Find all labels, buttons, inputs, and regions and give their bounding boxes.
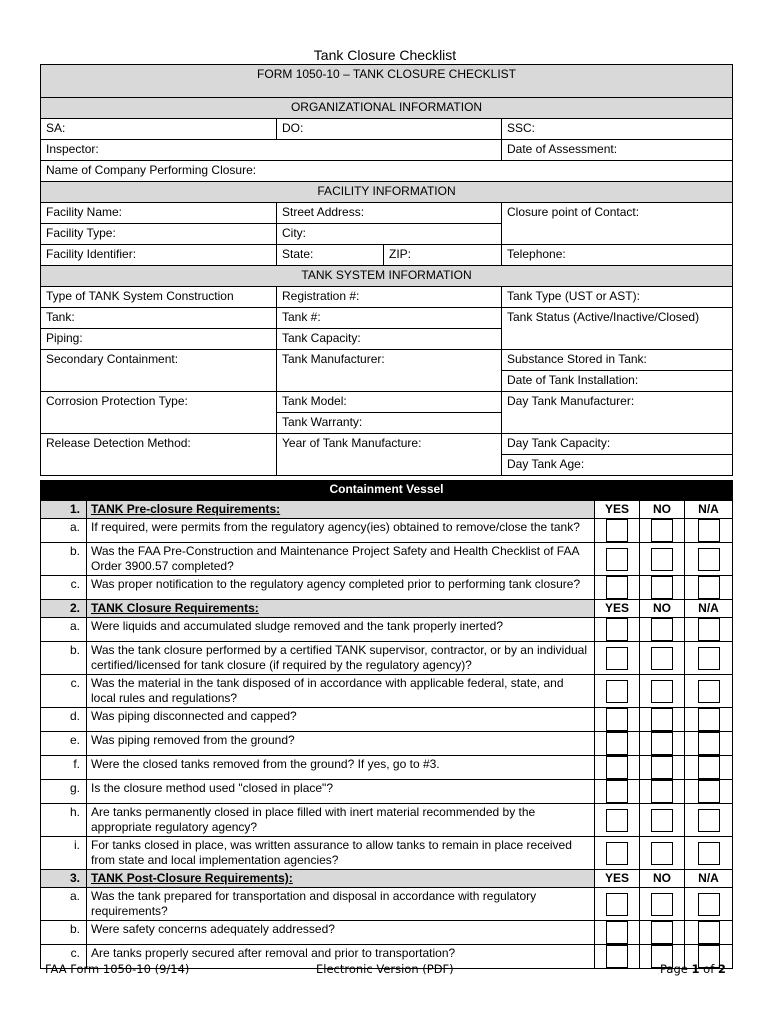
yes-cell — [595, 708, 640, 732]
section-title — [87, 600, 595, 618]
item-question: Is the closure method used "closed in place"? — [87, 780, 595, 804]
item-question: Was the material in the tank disposed of in accordance with applicable federal, state, and local rules and regulations? — [87, 675, 595, 708]
yes-cell — [595, 618, 640, 642]
checklist-item — [41, 576, 733, 600]
day-tank-age-field[interactable]: Day Tank Age: — [502, 455, 733, 476]
na-checkbox[interactable] — [698, 680, 720, 703]
na-cell — [685, 837, 733, 870]
section-title-text: TANK Post-Closure Requirements): — [91, 871, 293, 885]
checklist-item — [41, 756, 733, 780]
checklist-item — [41, 519, 733, 543]
yes-cell — [595, 921, 640, 945]
no-checkbox[interactable] — [651, 732, 673, 755]
na-cell — [685, 675, 733, 708]
total-pages: 2 — [717, 962, 726, 976]
yes-cell — [595, 756, 640, 780]
section-title-text: TANK Pre-closure Requirements: — [91, 502, 281, 516]
item-letter: i. — [41, 837, 87, 870]
checklist-item — [41, 708, 733, 732]
information-table — [40, 64, 733, 476]
item-question: Was the FAA Pre-Construction and Maintenance Project Safety and Health Checklist of FAA Order 3900.57 completed? — [87, 543, 595, 576]
org-info-header: ORGANIZATIONAL INFORMATION — [41, 98, 733, 119]
section-title — [87, 501, 595, 519]
no-cell — [640, 675, 685, 708]
item-letter: b. — [41, 543, 87, 576]
construction-type-field[interactable]: Type of TANK System Construction — [41, 287, 277, 308]
item-question: Was proper notification to the regulatory agency completed prior to performing tank closure? — [87, 576, 595, 600]
page-of-label: of — [699, 962, 718, 976]
manufacture-year-field[interactable]: Year of Tank Manufacture: — [277, 434, 502, 476]
current-page: 1 — [691, 962, 700, 976]
checklist-item — [41, 675, 733, 708]
yes-cell — [595, 576, 640, 600]
yes-cell — [595, 642, 640, 675]
yes-checkbox[interactable] — [606, 921, 628, 944]
yes-cell — [595, 945, 640, 969]
no-cell — [640, 708, 685, 732]
checklist-item — [41, 837, 733, 870]
no-checkbox[interactable] — [651, 576, 673, 599]
na-checkbox[interactable] — [698, 576, 720, 599]
item-letter: g. — [41, 780, 87, 804]
yes-cell — [595, 675, 640, 708]
section-number: 1. — [41, 501, 87, 519]
no-checkbox[interactable] — [651, 647, 673, 670]
yes-column-header: YES — [595, 600, 640, 618]
item-question: Was the tank closure performed by a certified TANK supervisor, contractor, or by an individual certified/licensed for tank closure (if required by the regulatory agency)? — [87, 642, 595, 675]
item-question: Was the tank prepared for transportation and disposal in accordance with regulatory requirements? — [87, 888, 595, 921]
item-letter: a. — [41, 618, 87, 642]
yes-column-header: YES — [595, 501, 640, 519]
ssc-field[interactable]: SSC: — [502, 119, 733, 140]
item-letter: c. — [41, 576, 87, 600]
no-checkbox[interactable] — [651, 519, 673, 542]
tank-manufacturer-field[interactable]: Tank Manufacturer: — [277, 350, 502, 392]
closure-contact-field[interactable]: Closure point of Contact: — [502, 203, 733, 245]
do-field[interactable]: DO: — [277, 119, 502, 140]
document-title: Tank Closure Checklist — [313, 47, 457, 63]
release-detection-field[interactable]: Release Detection Method: — [41, 434, 277, 476]
item-letter: c. — [41, 675, 87, 708]
page-label: Page — [660, 962, 692, 976]
containment-vessel-header: Containment Vessel — [41, 481, 733, 501]
checklist-item — [41, 921, 733, 945]
no-cell — [640, 756, 685, 780]
inspector-field[interactable]: Inspector: — [41, 140, 502, 161]
na-cell — [685, 804, 733, 837]
na-checkbox[interactable] — [698, 893, 720, 916]
no-checkbox[interactable] — [651, 780, 673, 803]
street-address-field[interactable]: Street Address: — [277, 203, 502, 224]
section-title — [87, 870, 595, 888]
yes-checkbox[interactable] — [606, 842, 628, 865]
item-letter: c. — [41, 945, 87, 969]
na-checkbox[interactable] — [698, 842, 720, 865]
yes-checkbox[interactable] — [606, 780, 628, 803]
no-cell — [640, 804, 685, 837]
na-column-header: N/A — [685, 501, 733, 519]
item-question: Are tanks permanently closed in place filled with inert material recommended by the appropriate regulatory agency? — [87, 804, 595, 837]
section-number: 3. — [41, 870, 87, 888]
no-column-header: NO — [640, 870, 685, 888]
date-of-assessment-field[interactable]: Date of Assessment: — [502, 140, 733, 161]
na-cell — [685, 732, 733, 756]
no-cell — [640, 618, 685, 642]
item-question: Were liquids and accumulated sludge removed and the tank properly inerted? — [87, 618, 595, 642]
no-cell — [640, 888, 685, 921]
item-letter: e. — [41, 732, 87, 756]
tank-model-field[interactable]: Tank Model: — [277, 392, 502, 413]
facility-name-field[interactable]: Facility Name: — [41, 203, 277, 224]
item-letter: d. — [41, 708, 87, 732]
no-checkbox[interactable] — [651, 893, 673, 916]
na-cell — [685, 756, 733, 780]
yes-checkbox[interactable] — [606, 576, 628, 599]
yes-cell — [595, 543, 640, 576]
na-cell — [685, 576, 733, 600]
no-cell — [640, 543, 685, 576]
tank-capacity-field[interactable]: Tank Capacity: — [277, 329, 502, 350]
yes-checkbox[interactable] — [606, 519, 628, 542]
na-checkbox[interactable] — [698, 780, 720, 803]
yes-checkbox[interactable] — [606, 945, 628, 968]
na-column-header: N/A — [685, 600, 733, 618]
facility-identifier-field[interactable]: Facility Identifier: — [41, 245, 277, 266]
section-title-text: TANK Closure Requirements: — [91, 601, 259, 615]
piping-field[interactable]: Piping: — [41, 329, 277, 350]
yes-cell — [595, 837, 640, 870]
installation-date-field[interactable]: Date of Tank Installation: — [502, 371, 733, 392]
no-cell — [640, 642, 685, 675]
checklist-item — [41, 732, 733, 756]
company-field[interactable]: Name of Company Performing Closure: — [41, 161, 733, 182]
item-letter: f. — [41, 756, 87, 780]
na-cell — [685, 921, 733, 945]
no-cell — [640, 732, 685, 756]
yes-checkbox[interactable] — [606, 732, 628, 755]
tank-field[interactable]: Tank: — [41, 308, 277, 329]
no-column-header: NO — [640, 600, 685, 618]
yes-cell — [595, 780, 640, 804]
na-checkbox[interactable] — [698, 708, 720, 731]
no-cell — [640, 576, 685, 600]
na-column-header: N/A — [685, 870, 733, 888]
facility-info-header: FACILITY INFORMATION — [41, 182, 733, 203]
checklist-item — [41, 804, 733, 837]
item-question: Were the closed tanks removed from the ground? If yes, go to #3. — [87, 756, 595, 780]
checklist-item — [41, 642, 733, 675]
item-question: If required, were permits from the regulatory agency(ies) obtained to remove/close the tank? — [87, 519, 595, 543]
corrosion-protection-field[interactable]: Corrosion Protection Type: — [41, 392, 277, 434]
na-cell — [685, 888, 733, 921]
na-cell — [685, 708, 733, 732]
na-checkbox[interactable] — [698, 647, 720, 670]
item-letter: a. — [41, 888, 87, 921]
form-title: FORM 1050-10 – TANK CLOSURE CHECKLIST — [41, 65, 733, 98]
no-checkbox[interactable] — [651, 809, 673, 832]
footer-form-number: FAA Form 1050-10 (9/14) — [45, 962, 190, 976]
na-cell — [685, 519, 733, 543]
facility-type-field[interactable]: Facility Type: — [41, 224, 277, 245]
checklist-item — [41, 888, 733, 921]
no-checkbox[interactable] — [651, 548, 673, 571]
na-cell — [685, 543, 733, 576]
yes-cell — [595, 519, 640, 543]
substance-field[interactable]: Substance Stored in Tank: — [502, 350, 733, 371]
yes-cell — [595, 888, 640, 921]
na-checkbox[interactable] — [698, 756, 720, 779]
state-field[interactable]: State: — [277, 245, 384, 266]
no-cell — [640, 921, 685, 945]
day-tank-capacity-field[interactable]: Day Tank Capacity: — [502, 434, 733, 455]
footer-page-number — [660, 962, 726, 976]
section-number: 2. — [41, 600, 87, 618]
na-checkbox[interactable] — [698, 519, 720, 542]
item-letter: b. — [41, 921, 87, 945]
item-question: Are tanks properly secured after removal and prior to transportation? — [87, 945, 595, 969]
na-checkbox[interactable] — [698, 618, 720, 641]
item-letter: a. — [41, 519, 87, 543]
tank-status-field[interactable]: Tank Status (Active/Inactive/Closed) — [502, 308, 733, 350]
yes-checkbox[interactable] — [606, 618, 628, 641]
na-checkbox[interactable] — [698, 921, 720, 944]
na-cell — [685, 642, 733, 675]
yes-checkbox[interactable] — [606, 647, 628, 670]
yes-checkbox[interactable] — [606, 548, 628, 571]
na-checkbox[interactable] — [698, 809, 720, 832]
sa-field[interactable]: SA: — [41, 119, 277, 140]
no-checkbox[interactable] — [651, 680, 673, 703]
item-question: Were safety concerns adequately addressed? — [87, 921, 595, 945]
no-checkbox[interactable] — [651, 618, 673, 641]
telephone-field[interactable]: Telephone: — [502, 245, 733, 266]
zip-field[interactable]: ZIP: — [384, 245, 502, 266]
item-question: Was piping disconnected and capped? — [87, 708, 595, 732]
checklist-item — [41, 780, 733, 804]
na-checkbox[interactable] — [698, 548, 720, 571]
na-cell — [685, 780, 733, 804]
no-cell — [640, 837, 685, 870]
yes-checkbox[interactable] — [606, 680, 628, 703]
yes-checkbox[interactable] — [606, 809, 628, 832]
tank-warranty-field[interactable]: Tank Warranty: — [277, 413, 502, 434]
registration-field[interactable]: Registration #: — [277, 287, 502, 308]
no-checkbox[interactable] — [651, 708, 673, 731]
checklist-item — [41, 618, 733, 642]
checklist-table — [40, 480, 733, 969]
no-checkbox[interactable] — [651, 921, 673, 944]
no-column-header: NO — [640, 501, 685, 519]
na-checkbox[interactable] — [698, 732, 720, 755]
no-cell — [640, 780, 685, 804]
yes-checkbox[interactable] — [606, 756, 628, 779]
footer-version: Electronic Version (PDF) — [316, 962, 454, 976]
item-question: Was piping removed from the ground? — [87, 732, 595, 756]
yes-checkbox[interactable] — [606, 893, 628, 916]
na-cell — [685, 618, 733, 642]
no-checkbox[interactable] — [651, 842, 673, 865]
yes-cell — [595, 732, 640, 756]
checklist-item — [41, 543, 733, 576]
tank-number-field[interactable]: Tank #: — [277, 308, 502, 329]
no-cell — [640, 519, 685, 543]
yes-column-header: YES — [595, 870, 640, 888]
city-field[interactable]: City: — [277, 224, 502, 245]
no-checkbox[interactable] — [651, 756, 673, 779]
day-tank-manufacturer-field[interactable]: Day Tank Manufacturer: — [502, 392, 733, 434]
yes-checkbox[interactable] — [606, 708, 628, 731]
yes-cell — [595, 804, 640, 837]
tank-type-field[interactable]: Tank Type (UST or AST): — [502, 287, 733, 308]
item-letter: b. — [41, 642, 87, 675]
item-question: For tanks closed in place, was written assurance to allow tanks to remain in place received from state and local implementation agencies? — [87, 837, 595, 870]
item-letter: h. — [41, 804, 87, 837]
tank-info-header: TANK SYSTEM INFORMATION — [41, 266, 733, 287]
secondary-containment-field[interactable]: Secondary Containment: — [41, 350, 277, 392]
